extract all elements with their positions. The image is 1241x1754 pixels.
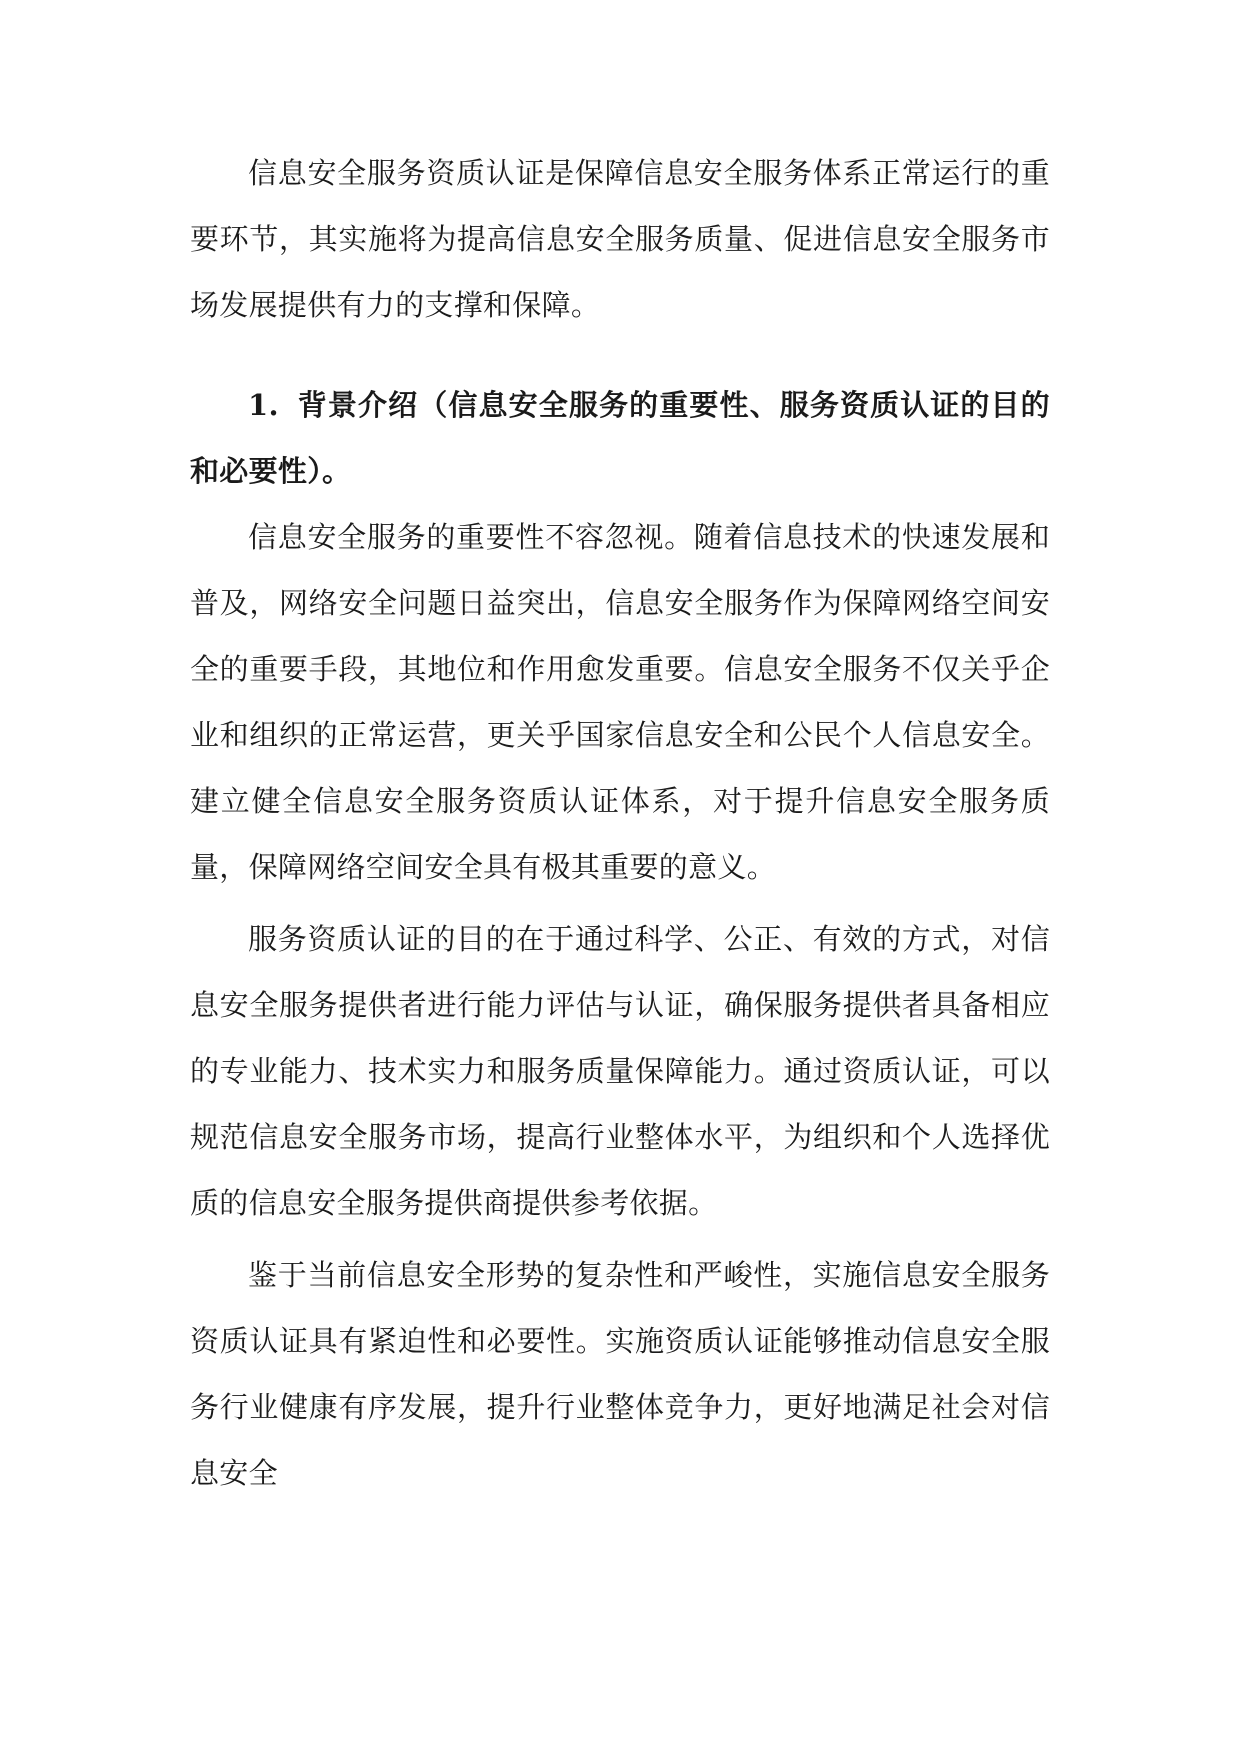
body-paragraph-purpose: 服务资质认证的目的在于通过科学、公正、有效的方式，对信息安全服务提供者进行能力评估与认证，确保服务提供者具备相应的专业能力、技术实力和服务质量保障能力。通过资质认证，可以规范信息安全服务市场，提高行业整体水平，为组织和个人选择优质的信息安全服务提供商提供参考依据。 — [190, 922, 1050, 1220]
document-page — [190, 140, 1050, 1506]
intro-paragraph: 信息安全服务资质认证是保障信息安全服务体系正常运行的重要环节，其实施将为提高信息安全服务质量、促进信息安全服务市场发展提供有力的支撑和保障。 — [190, 156, 1050, 322]
section-1-heading — [190, 372, 1050, 504]
body-paragraph-importance: 信息安全服务的重要性不容忽视。随着信息技术的快速发展和普及，网络安全问题日益突出，信息安全服务作为保障网络空间安全的重要手段，其地位和作用愈发重要。信息安全服务不仅关乎企业和组织的正常运营，更关乎国家信息安全和公民个人信息安全。建立健全信息安全服务资质认证体系，对于提升信息安全服务质量，保障网络空间安全具有极其重要的意义。 — [190, 520, 1050, 884]
section-1-title: 背景介绍（信息安全服务的重要性、服务资质认证的目的和必要性）。 — [190, 388, 1050, 488]
body-paragraph-necessity: 鉴于当前信息安全形势的复杂性和严峻性，实施信息安全服务资质认证具有紧迫性和必要性。实施资质认证能够推动信息安全服务行业健康有序发展，提升行业整体竞争力，更好地满足社会对信息安全 — [190, 1258, 1050, 1490]
section-1-number: 1. — [248, 388, 279, 422]
